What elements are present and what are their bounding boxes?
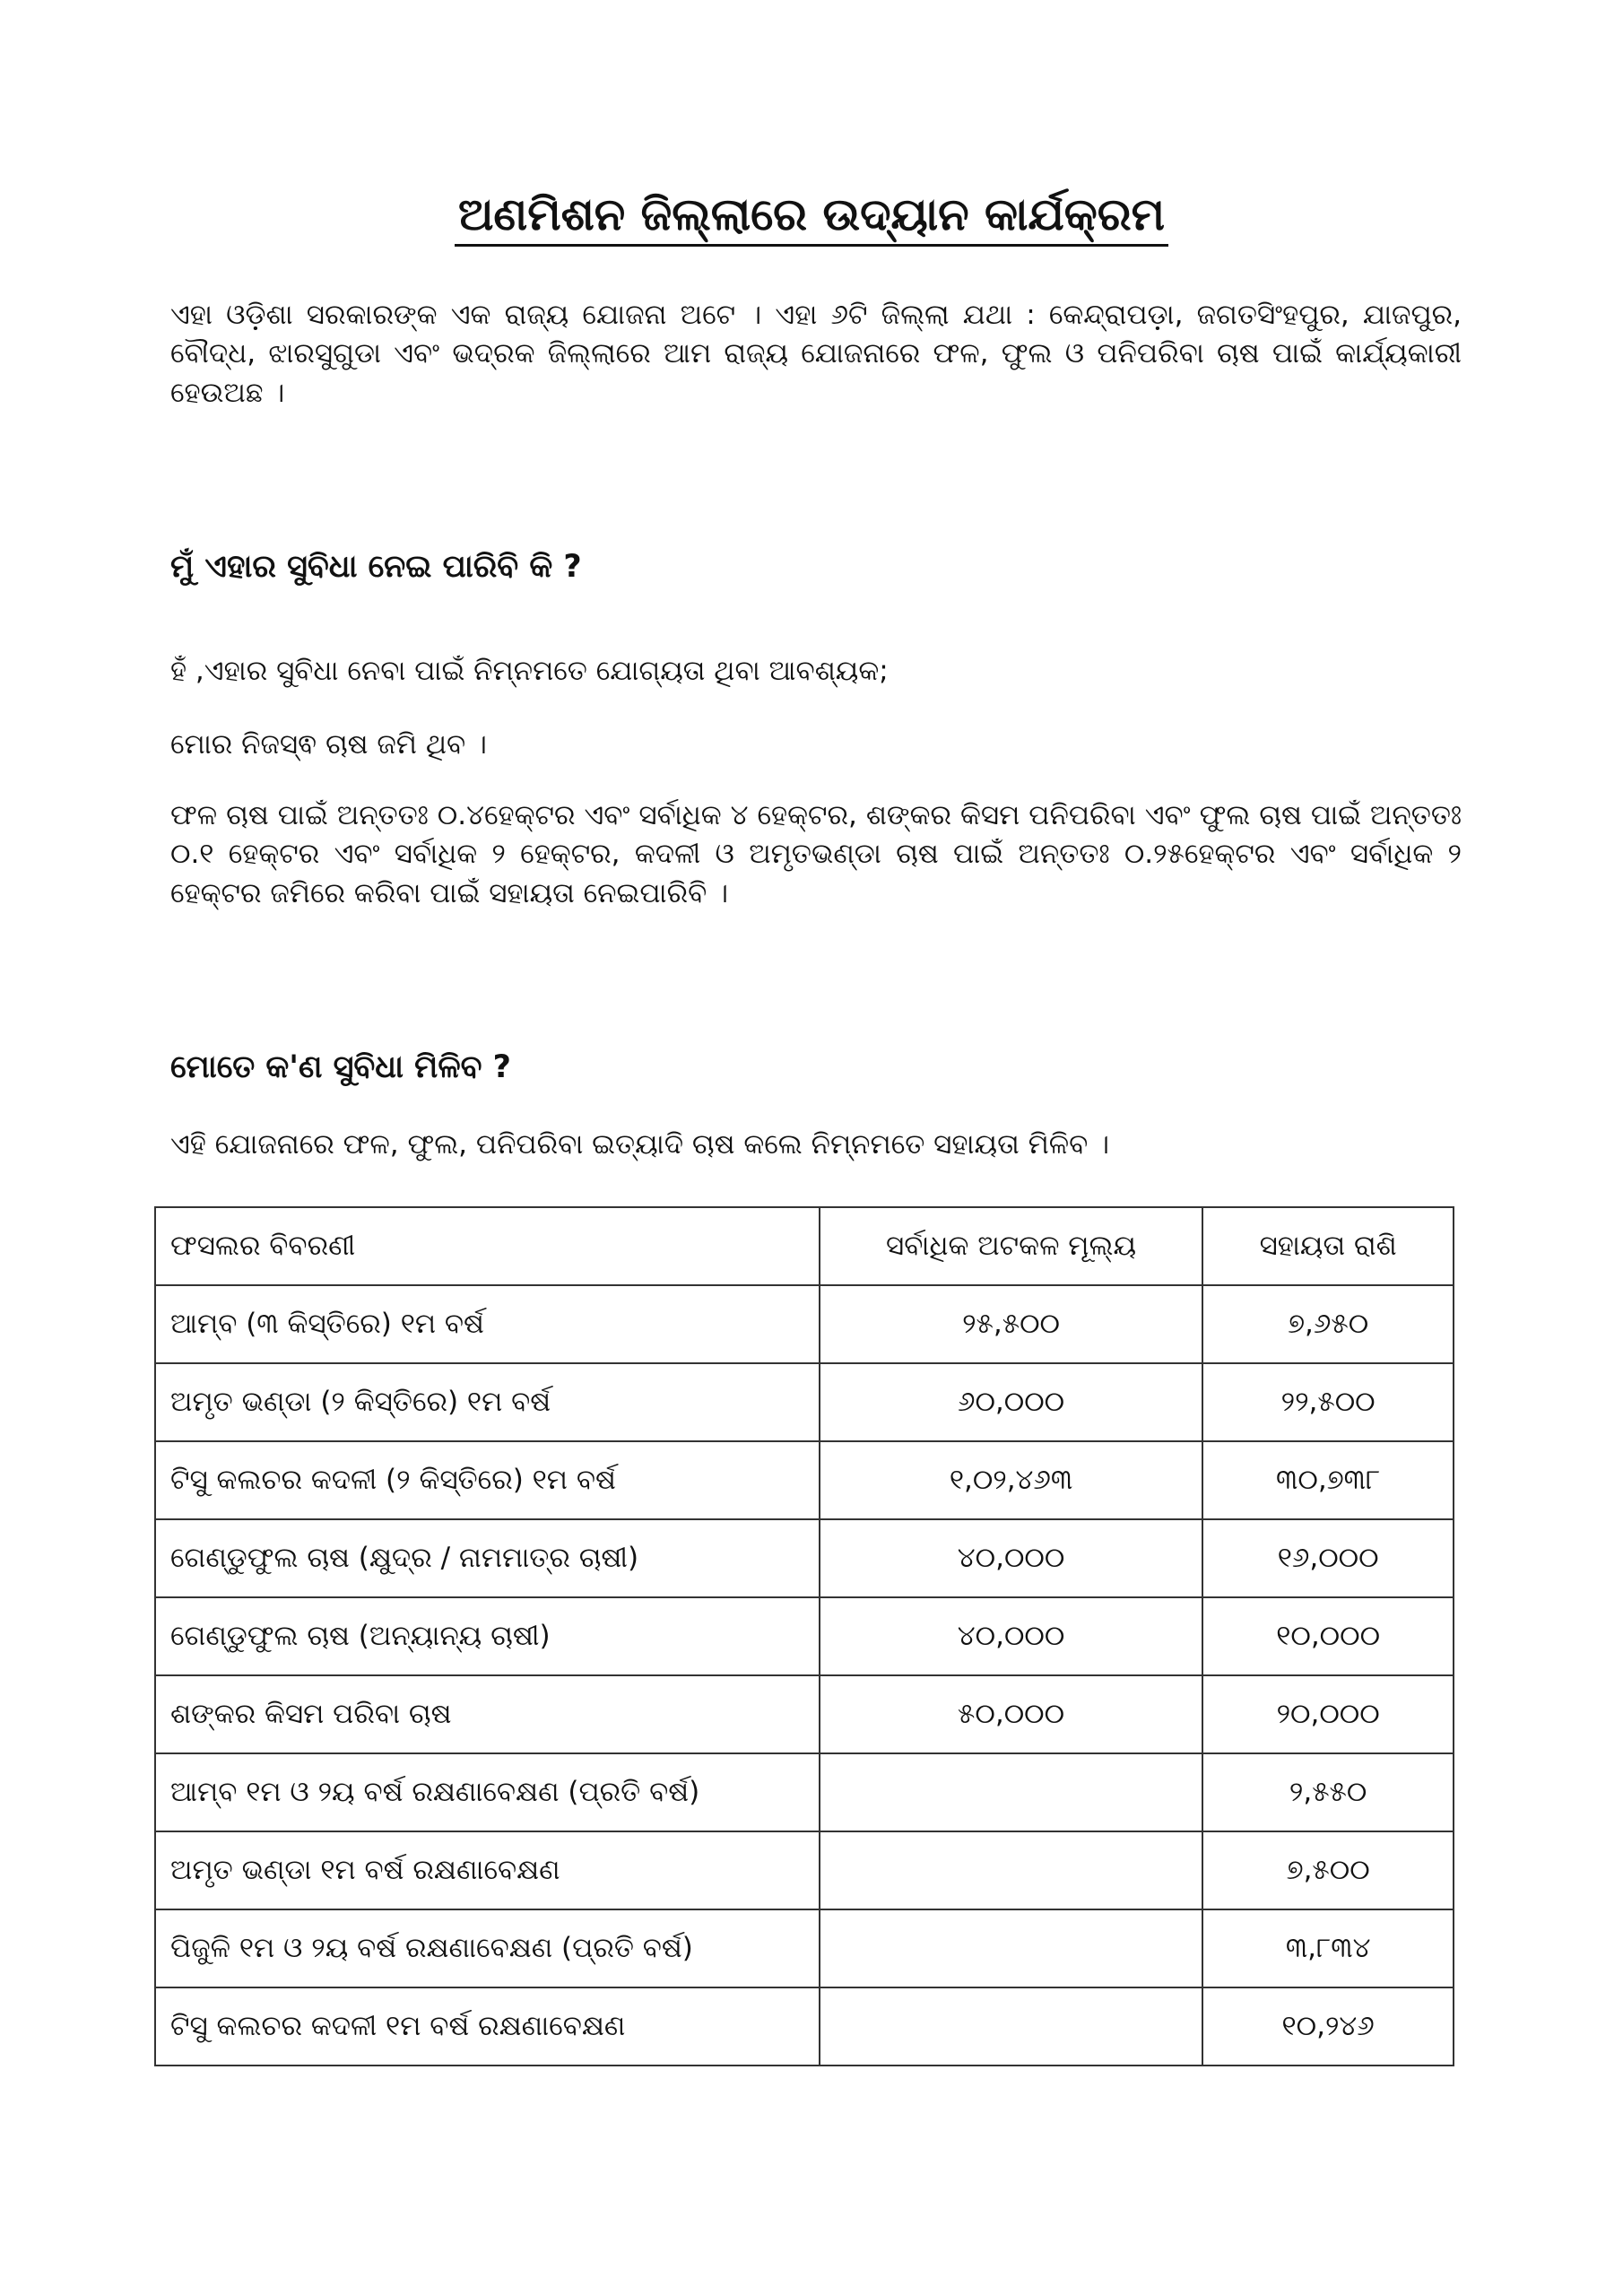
cell-assistance-amount: ୭,୫୦୦	[1202, 1831, 1454, 1909]
cell-assistance-amount: ୨୨,୫୦୦	[1202, 1363, 1454, 1441]
eligibility-line-2: ମୋର ନିଜସ୍ଵ ଚାଷ ଜମି ଥିବ ।	[170, 728, 487, 761]
table-row	[155, 1363, 1454, 1441]
header-crop-description: ଫସଲର ବିବରଣୀ	[155, 1207, 820, 1285]
cell-max-estimated-cost: ୪୦,୦୦୦	[820, 1519, 1202, 1597]
cell-crop-description: ଗେଣ୍ଡୁଫୁଲ ଚାଷ (ଅନ୍ୟାନ୍ୟ ଚାଷୀ)	[155, 1597, 820, 1675]
cell-assistance-amount: ୧୦,୨୪୬	[1202, 1987, 1454, 2066]
cell-crop-description: ଆମ୍ବ ୧ମ ଓ ୨ୟ ବର୍ଷ ରକ୍ଷଣାବେକ୍ଷଣ (ପ୍ରତି ବର୍ଷ)	[155, 1753, 820, 1831]
cell-max-estimated-cost: ୫୦,୦୦୦	[820, 1675, 1202, 1753]
cell-crop-description: ଟିସୁ କଲଚର କଦଳୀ ୧ମ ବର୍ଷ ରକ୍ଷଣାବେକ୍ଷଣ	[155, 1987, 820, 2066]
cell-max-estimated-cost: ୪୦,୦୦୦	[820, 1597, 1202, 1675]
table-row	[155, 1831, 1454, 1909]
header-max-estimated-cost: ସର୍ବାଧିକ ଅଟକଳ ମୂଲ୍ୟ	[820, 1207, 1202, 1285]
cell-max-estimated-cost	[820, 1831, 1202, 1909]
cell-max-estimated-cost: ୨୫,୫୦୦	[820, 1285, 1202, 1363]
table-row	[155, 1987, 1454, 2066]
eligibility-heading: ମୁଁ ଏହାର ସୁବିଧା ନେଇ ପାରିବି କି ?	[170, 549, 582, 585]
cell-crop-description: ଅମୃତ ଭଣ୍ଡା (୨ କିସ୍ତିରେ) ୧ମ ବର୍ଷ	[155, 1363, 820, 1441]
document-title-wrap	[0, 188, 1623, 241]
table-body	[155, 1285, 1454, 2066]
cell-max-estimated-cost	[820, 1753, 1202, 1831]
header-assistance-amount: ସହାୟତା ରାଶି	[1202, 1207, 1454, 1285]
cell-crop-description: ପିଜୁଳି ୧ମ ଓ ୨ୟ ବର୍ଷ ରକ୍ଷଣାବେକ୍ଷଣ (ପ୍ରତି ବର୍ଷ)	[155, 1909, 820, 1987]
cell-crop-description: ଟିସୁ କଲଚର କଦଳୀ (୨ କିସ୍ତିରେ) ୧ମ ବର୍ଷ	[155, 1441, 820, 1519]
table-row	[155, 1909, 1454, 1987]
cell-assistance-amount: ୧୬,୦୦୦	[1202, 1519, 1454, 1597]
cell-assistance-amount: ୩,୮୩୪	[1202, 1909, 1454, 1987]
cell-assistance-amount: ୩୦,୭୩୮	[1202, 1441, 1454, 1519]
table-row	[155, 1519, 1454, 1597]
table-row	[155, 1441, 1454, 1519]
cell-assistance-amount: ୨,୫୫୦	[1202, 1753, 1454, 1831]
cell-max-estimated-cost	[820, 1909, 1202, 1987]
table-row	[155, 1597, 1454, 1675]
table-row	[155, 1753, 1454, 1831]
document-title: ଅଣମିଶନ ଜିଲ୍ଲାରେ ଉଦ୍ୟାନ କାର୍ଯକ୍ରମ	[455, 188, 1168, 247]
benefits-heading: ମୋତେ କ'ଣ ସୁବିଧା ମିଳିବ ?	[170, 1049, 511, 1085]
eligibility-paragraph: ଫଳ ଚାଷ ପାଇଁ ଅନ୍ତତଃ ୦.୪ହେକ୍ଟର ଏବଂ ସର୍ବାଧିକ ୪ ହେକ୍ଟର, ଶଙ୍କର କିସମ ପନିପରିବା ଏବଂ ଫୁଲ ଚାଷ ପାଇଁ ଅନ୍ତତଃ ୦.୧ ହେକ୍ଟର ଏବଂ ସର୍ବାଧିକ ୨ ହେକ୍ଟର, କଦଳୀ ଓ ଅମୃତଭଣ୍ଡା ଚାଷ ପାଇଁ ଅନ୍ତତଃ ୦.୨୫ହେକ୍ଟର ଏବଂ ସର୍ବାଧିକ ୨ ହେକ୍ଟର ଜମିରେ କରିବା ପାଇଁ ସହାୟତା ନେଇପାରିବି ।	[170, 799, 1462, 909]
cell-assistance-amount: ୧୦,୦୦୦	[1202, 1597, 1454, 1675]
cell-crop-description: ଅମୃତ ଭଣ୍ଡା ୧ମ ବର୍ଷ ରକ୍ଷଣାବେକ୍ଷଣ	[155, 1831, 820, 1909]
table-row	[155, 1675, 1454, 1753]
cell-assistance-amount: ୨୦,୦୦୦	[1202, 1675, 1454, 1753]
cell-max-estimated-cost	[820, 1987, 1202, 2066]
intro-paragraph: ଏହା ଓଡ଼ିଶା ସରକାରଙ୍କ ଏକ ରାଜ୍ୟ ଯୋଜନା ଅଟେ । ଏହା ୬ଟି ଜିଲ୍ଲା ଯଥା : କେନ୍ଦ୍ରାପଡ଼ା, ଜଗତସିଂହପୁର, ଯାଜପୁର, ବୌଦ୍ଧ, ଝାରସୁଗୁଡା ଏବଂ ଭଦ୍ରକ ଜିଲ୍ଲାରେ ଆମ ରାଜ୍ୟ ଯୋଜନାରେ ଫଳ, ଫୁଲ ଓ ପନିପରିବା ଚାଷ ପାଇଁ କାର୍ଯ୍ୟକାରୀ ହେଉଅଛ ।	[170, 299, 1462, 409]
benefits-table	[154, 1206, 1454, 2066]
cell-crop-description: ଶଙ୍କର କିସମ ପରିବା ଚାଷ	[155, 1675, 820, 1753]
cell-max-estimated-cost: ୬୦,୦୦୦	[820, 1363, 1202, 1441]
eligibility-line-1: ହଁ ,ଏହାର ସୁବିଧା ନେବା ପାଇଁ ନିମ୍ନମତେ ଯୋଗ୍ୟତା ଥିବା ଆବଶ୍ୟକ;	[170, 655, 889, 687]
cell-crop-description: ଗେଣ୍ଡୁଫୁଲ ଚାଷ (କ୍ଷୁଦ୍ର / ନାମମାତ୍ର ଚାଷୀ)	[155, 1519, 820, 1597]
cell-crop-description: ଆମ୍ବ (୩ କିସ୍ତିରେ) ୧ମ ବର୍ଷ	[155, 1285, 820, 1363]
table-header-row	[155, 1207, 1454, 1285]
benefits-intro-line: ଏହି ଯୋଜନାରେ ଫଳ, ଫୁଲ, ପନିପରିବା ଇତ୍ୟାଦି ଚାଷ କଲେ ନିମ୍ନମତେ ସହାୟତା ମିଳିବ ।	[170, 1128, 1110, 1161]
cell-max-estimated-cost: ୧,୦୨,୪୬୩	[820, 1441, 1202, 1519]
cell-assistance-amount: ୭,୬୫୦	[1202, 1285, 1454, 1363]
table-row	[155, 1285, 1454, 1363]
